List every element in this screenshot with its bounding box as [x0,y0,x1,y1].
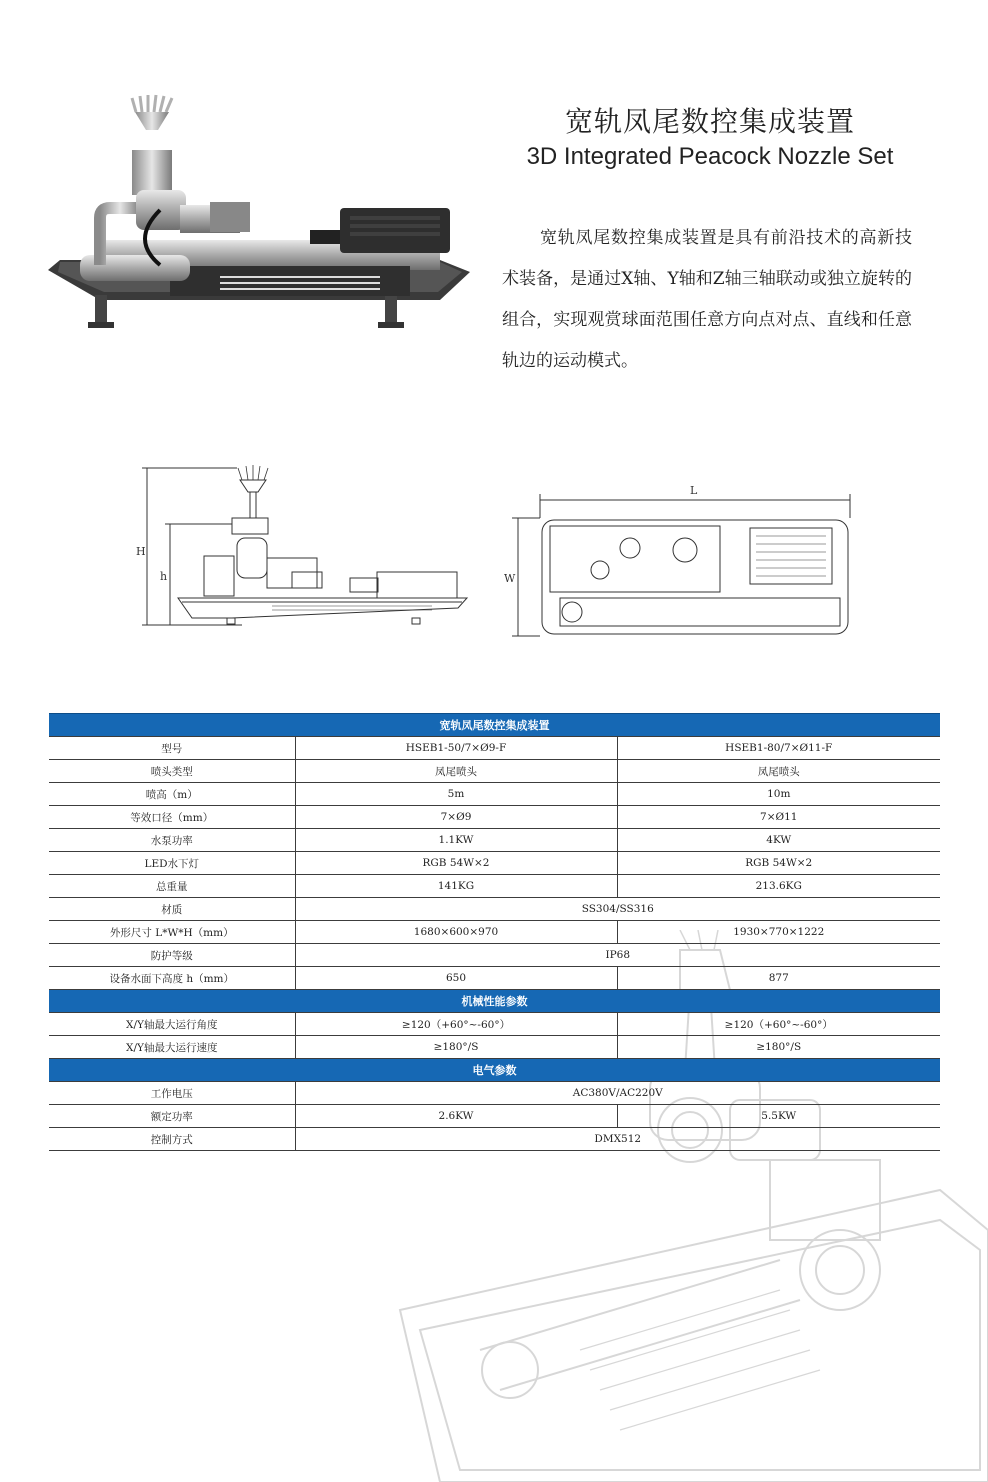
cell-value-merged: SS304/SS316 [295,898,940,921]
cell-value-merged: DMX512 [295,1128,940,1151]
dimension-W: W [504,572,516,585]
table-row [49,1128,940,1151]
row-label: 喷头类型 [49,760,295,783]
cell-value-model-2: 凤尾喷头 [617,760,940,783]
row-label: 材质 [49,898,295,921]
table-row [49,806,940,829]
section-header-electrical: 电气参数 [49,1059,940,1082]
cell-value-model-2: HSEB1-80/7×Ø11-F [617,737,940,760]
row-label: 额定功率 [49,1105,295,1128]
cell-value-model-2: ≥120（+60°~-60°） [617,1013,940,1036]
cell-value-model-2: 877 [617,967,940,990]
cell-value-model-1: 1680×600×970 [295,921,617,944]
cell-value-model-2: 5.5KW [617,1105,940,1128]
table-row [49,1013,940,1036]
cell-value-model-1: 凤尾喷头 [295,760,617,783]
cell-value-model-2: ≥180°/S [617,1036,940,1059]
table-row [49,760,940,783]
table-row [49,944,940,967]
row-label: 水泵功率 [49,829,295,852]
row-label: 总重量 [49,875,295,898]
cell-value-model-2: 1930×770×1222 [617,921,940,944]
row-label: X/Y轴最大运行速度 [49,1036,295,1059]
table-row [49,1105,940,1128]
cell-value-model-1: HSEB1-50/7×Ø9-F [295,737,617,760]
row-label: 设备水面下高度 h（mm） [49,967,295,990]
table-row [49,967,940,990]
table-row [49,875,940,898]
row-label: 型号 [49,737,295,760]
section-header-mechanical: 机械性能参数 [49,990,940,1013]
cell-value-model-1: 650 [295,967,617,990]
row-label: LED水下灯 [49,852,295,875]
row-label: 防护等级 [49,944,295,967]
section-header-main: 宽轨凤尾数控集成装置 [49,714,940,737]
table-row [49,1082,940,1105]
cell-value-model-1: RGB 54W×2 [295,852,617,875]
product-photo [40,90,480,350]
cell-value-merged: IP68 [295,944,940,967]
table-row [49,829,940,852]
page-subtitle: 3D Integrated Peacock Nozzle Set [526,143,894,170]
cell-value-model-1: 2.6KW [295,1105,617,1128]
table-row [49,783,940,806]
row-label: 喷高（m） [49,783,295,806]
cell-value-model-2: 4KW [617,829,940,852]
cell-value-merged: AC380V/AC220V [295,1082,940,1105]
dimension-H: H [136,545,146,558]
dimension-L: L [690,484,698,497]
cell-value-model-1: ≥120（+60°~-60°） [295,1013,617,1036]
table-row [49,1036,940,1059]
table-row [49,737,940,760]
cell-value-model-2: RGB 54W×2 [617,852,940,875]
table-row [49,898,940,921]
row-label: 工作电压 [49,1082,295,1105]
cell-value-model-1: 7×Ø9 [295,806,617,829]
cell-value-model-1: 5m [295,783,617,806]
cell-value-model-1: 141KG [295,875,617,898]
row-label: 外形尺寸 L*W*H（mm） [49,921,295,944]
cell-value-model-1: 1.1KW [295,829,617,852]
row-label: 等效口径（mm） [49,806,295,829]
spec-table [49,713,940,1151]
cell-value-model-2: 213.6KG [617,875,940,898]
cell-value-model-2: 7×Ø11 [617,806,940,829]
table-row [49,852,940,875]
cell-value-model-1: ≥180°/S [295,1036,617,1059]
dimension-h: h [160,570,168,583]
product-description: 宽轨凤尾数控集成装置是具有前沿技术的高新技术装备，是通过X轴、Y轴和Z轴三轴联动或独立旋转的组合，实现观赏球面范围任意方向点对点、直线和任意轨边的运动模式。 [502,228,912,371]
row-label: 控制方式 [49,1128,295,1151]
top-view-drawing [500,478,860,643]
row-label: X/Y轴最大运行角度 [49,1013,295,1036]
page-title: 宽轨凤尾数控集成装置 [564,105,855,138]
cell-value-model-2: 10m [617,783,940,806]
table-row [49,921,940,944]
side-elevation-drawing [132,460,477,640]
